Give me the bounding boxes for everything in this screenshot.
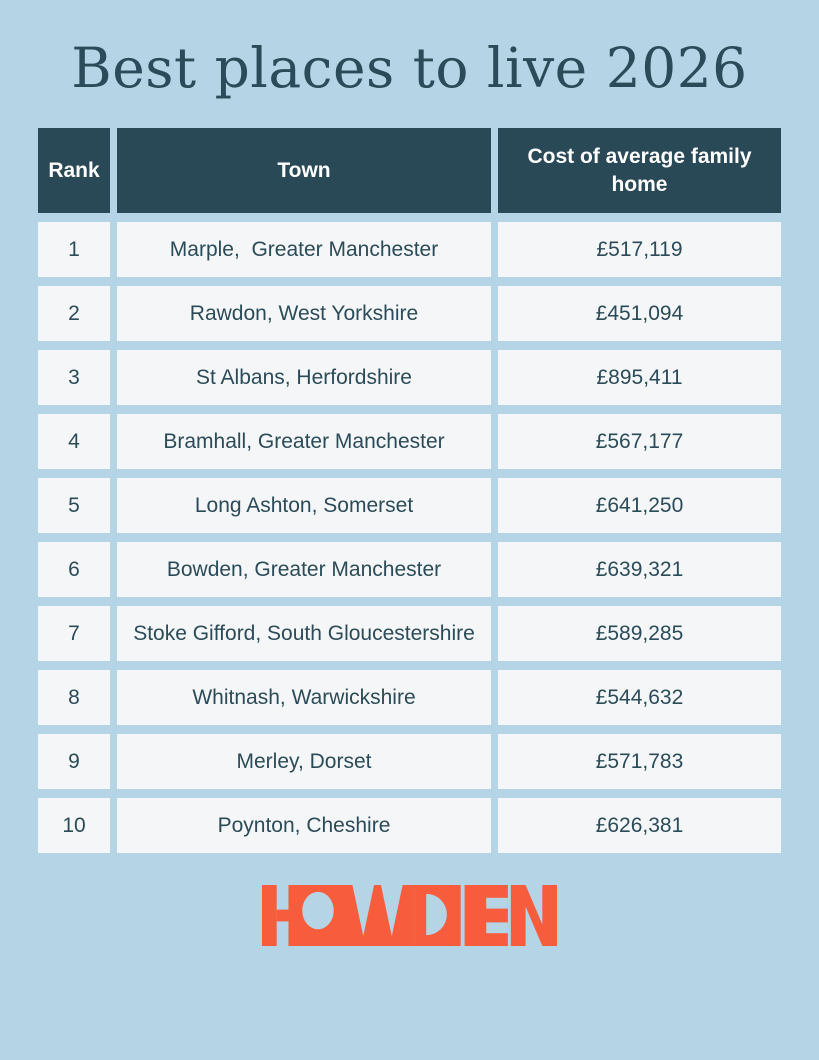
footer — [0, 885, 819, 951]
cost-cell: £641,250 — [498, 478, 781, 533]
column-header-cost: Cost of average family home — [498, 128, 781, 213]
table — [38, 128, 781, 853]
howden-logo-fill — [262, 885, 557, 946]
cost-cell: £567,177 — [498, 414, 781, 469]
column-header-town: Town — [117, 128, 491, 213]
rank-cell: 8 — [38, 670, 110, 725]
town-cell: Merley, Dorset — [117, 734, 491, 789]
rank-cell: 9 — [38, 734, 110, 789]
cost-cell: £639,321 — [498, 542, 781, 597]
rank-cell: 2 — [38, 286, 110, 341]
column-header-rank: Rank — [38, 128, 110, 213]
rank-cell: 3 — [38, 350, 110, 405]
cost-cell: £895,411 — [498, 350, 781, 405]
page-title: Best places to live 2026 — [71, 36, 748, 100]
rank-cell: 10 — [38, 798, 110, 853]
cost-cell: £544,632 — [498, 670, 781, 725]
town-cell: St Albans, Herfordshire — [117, 350, 491, 405]
rank-cell: 5 — [38, 478, 110, 533]
town-cell: Bramhall, Greater Manchester — [117, 414, 491, 469]
town-cell: Long Ashton, Somerset — [117, 478, 491, 533]
rank-cell: 4 — [38, 414, 110, 469]
cost-cell: £589,285 — [498, 606, 781, 661]
town-cell: Marple, Greater Manchester — [117, 222, 491, 277]
rank-cell: 6 — [38, 542, 110, 597]
cost-cell: £517,119 — [498, 222, 781, 277]
cost-cell: £571,783 — [498, 734, 781, 789]
town-cell: Stoke Gifford, South Gloucestershire — [117, 606, 491, 661]
rank-cell: 1 — [38, 222, 110, 277]
howden-logo — [261, 885, 558, 946]
town-cell: Bowden, Greater Manchester — [117, 542, 491, 597]
infographic-page — [0, 36, 819, 1060]
town-cell: Rawdon, West Yorkshire — [117, 286, 491, 341]
rank-cell: 7 — [38, 606, 110, 661]
cost-cell: £451,094 — [498, 286, 781, 341]
town-cell: Poynton, Cheshire — [117, 798, 491, 853]
cost-cell: £626,381 — [498, 798, 781, 853]
town-cell: Whitnash, Warwickshire — [117, 670, 491, 725]
